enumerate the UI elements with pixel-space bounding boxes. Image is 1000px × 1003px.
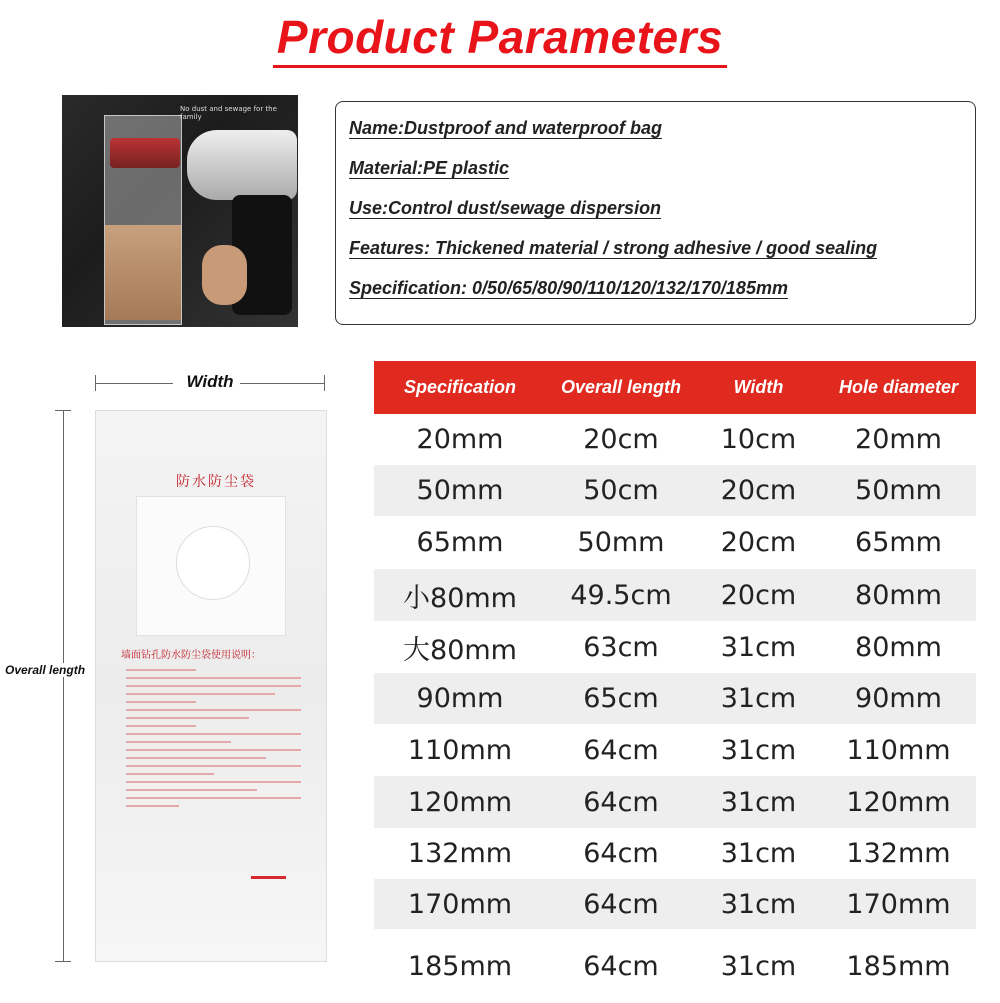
- table-cell: 64cm: [583, 838, 659, 869]
- info-name-text: Name:Dustproof and waterproof bag: [349, 118, 663, 138]
- info-material-text: Material:PE plastic: [349, 158, 510, 178]
- table-row: [374, 879, 976, 929]
- table-row: [374, 516, 976, 569]
- table-cell: 110mm: [846, 734, 951, 766]
- table-row: [374, 724, 976, 776]
- table-cell: 120mm: [846, 786, 951, 818]
- table-row: [374, 929, 976, 1003]
- table-cell: 49.5cm: [570, 579, 672, 611]
- table-cell: 90mm: [416, 683, 504, 714]
- bag-hole: [176, 526, 250, 600]
- table-cell: 110mm: [407, 734, 513, 766]
- table-cell: 10cm: [720, 424, 797, 455]
- header-overall-length: Overall length: [560, 377, 682, 397]
- length-tick-bottom: [55, 961, 71, 962]
- table-cell: 65cm: [583, 683, 659, 714]
- bag-title: 防水防尘袋: [176, 474, 256, 490]
- length-label: Overall length: [5, 663, 86, 677]
- table-cell: 31cm: [720, 683, 797, 714]
- bag-subtitle: 墙面钻孔防水防尘袋使用说明：: [121, 650, 261, 661]
- table-cell: 小80mm: [403, 582, 517, 614]
- table-cell: 31cm: [720, 888, 797, 920]
- header-width: Width: [733, 377, 784, 397]
- table-header: [374, 361, 976, 414]
- table-cell: 132mm: [407, 838, 513, 869]
- table-cell: 80mm: [855, 631, 942, 663]
- table-cell: 170mm: [407, 888, 513, 920]
- table-cell: 20mm: [855, 424, 942, 455]
- table-cell: 90mm: [855, 683, 942, 714]
- table-cell: 20mm: [416, 424, 504, 455]
- spec-table: [374, 361, 976, 1003]
- table-row: [374, 673, 976, 724]
- table-cell: 64cm: [583, 786, 659, 818]
- header-hole-diameter: Hole diameter: [838, 377, 959, 397]
- table-cell: 65mm: [416, 527, 504, 558]
- table-cell: 80mm: [855, 579, 942, 611]
- table-cell: 64cm: [583, 950, 659, 982]
- info-features: [349, 238, 975, 278]
- table-cell: 50cm: [583, 475, 659, 506]
- table-body: [374, 414, 976, 1003]
- table-cell: 31cm: [720, 631, 797, 663]
- header-specification: Specification: [403, 377, 517, 397]
- photo-drill-head: [187, 130, 297, 200]
- table-cell: 185mm: [407, 950, 513, 982]
- width-label: Width: [186, 372, 234, 391]
- table-cell: 31cm: [720, 734, 797, 766]
- table-cell: 31cm: [720, 786, 797, 818]
- length-dimension: [48, 410, 78, 962]
- product-photo: [62, 95, 298, 327]
- table-cell: 64cm: [583, 734, 659, 766]
- info-specification-text: Specification: 0/50/65/80/90/110/120/132/170/185mm: [349, 278, 788, 298]
- table-cell: 132mm: [846, 838, 951, 869]
- table-cell: 20cm: [720, 527, 797, 558]
- info-name: [349, 118, 975, 158]
- table-row: [374, 828, 976, 879]
- info-material: [349, 158, 975, 198]
- table-row: [374, 465, 976, 516]
- table-row: [374, 776, 976, 828]
- info-specification: [349, 278, 975, 318]
- info-use-text: Use:Control dust/sewage dispersion: [349, 198, 662, 218]
- page-title: [0, 10, 1000, 64]
- table-cell: 65mm: [855, 527, 942, 558]
- info-box: [335, 101, 976, 325]
- bag-illustration: [95, 410, 327, 962]
- table-cell: 170mm: [846, 888, 951, 920]
- info-features-text: Features: Thickened material / strong adhesive / good sealing: [349, 238, 878, 258]
- bag-red-mark: [251, 876, 286, 879]
- length-line: [63, 410, 64, 962]
- photo-caption: No dust and sewage for the family: [180, 105, 277, 121]
- photo-hand: [202, 245, 247, 305]
- table-cell: 50mm: [855, 475, 942, 506]
- photo-drill-bit: [110, 138, 180, 168]
- photo-sewage: [105, 225, 181, 320]
- table-cell: 50mm: [577, 527, 665, 558]
- table-cell: 20cm: [720, 475, 797, 506]
- table-cell: 20cm: [720, 579, 797, 611]
- bag-instructions: [126, 669, 301, 813]
- width-dimension: [95, 372, 325, 396]
- info-use: [349, 198, 975, 238]
- table-cell: 31cm: [720, 950, 797, 982]
- table-cell: 120mm: [407, 786, 513, 818]
- table-cell: 63cm: [583, 631, 659, 663]
- table-row: [374, 414, 976, 465]
- table-cell: 64cm: [583, 888, 659, 920]
- table-row: [374, 621, 976, 673]
- table-row: [374, 569, 976, 621]
- page-title-text: Product Parameters: [273, 11, 727, 68]
- table-cell: 50mm: [416, 475, 504, 506]
- table-cell: 31cm: [720, 838, 797, 869]
- table-cell: 185mm: [846, 950, 951, 982]
- table-cell: 20cm: [583, 424, 659, 455]
- table-cell: 大80mm: [403, 634, 517, 666]
